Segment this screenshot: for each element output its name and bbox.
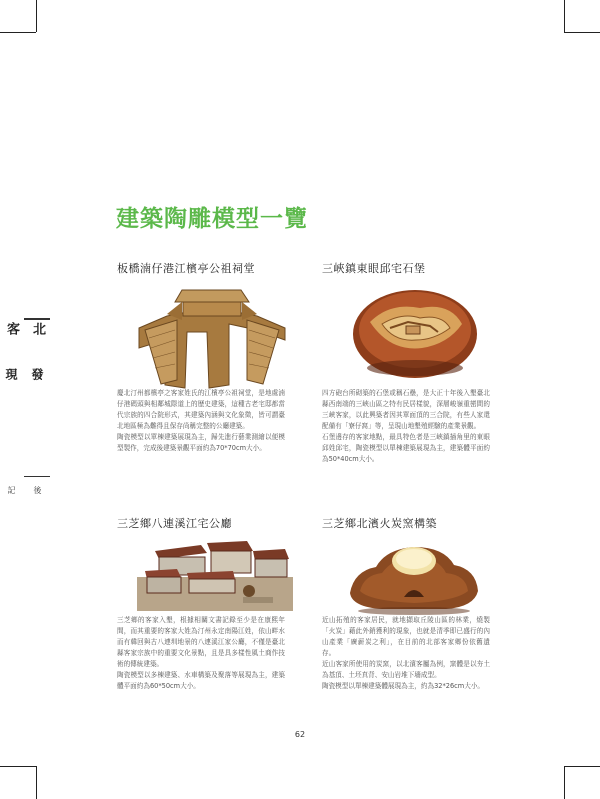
item-paragraph: 四方砲台所砌築的石堡或稱石壘，是大正十年後入墾臺北縣西南端的三峽山區之特有民居樣貌，深層峻嶺重巒間的三峽客家，以此興築者因其單面頂的三合院，有些人家還配備有「寮仔窩」等，呈現山地墾殖經驗的產業景觀。 xyxy=(322,389,490,430)
model-item xyxy=(322,515,490,690)
crop-mark xyxy=(36,0,37,32)
crop-mark xyxy=(0,766,36,767)
item-paragraph: 石堡邊存的客家地點，最具特色者是三峽鎮插角里的東眼邱姓邱宅，陶瓷模型以單棟建築展現為主，建築體平面約為50*40cm大小。 xyxy=(322,433,490,463)
item-heading: 板橋湳仔港江檳亭公祖祠堂 xyxy=(117,262,255,275)
item-paragraph: 近山拓殖的客家居民，就地擷取丘陵山區的林業，燒製「火炭」藉此外銷獲利的現象，也就是清季即已盛行的內山產業「廣薪炭之利」，在目前的北部客家鄉份依舊遺存。 xyxy=(322,616,490,657)
crop-mark xyxy=(564,0,565,32)
page-title: 建築陶雕模型一覽 xyxy=(116,205,308,232)
item-description xyxy=(322,615,490,692)
crop-mark xyxy=(564,766,565,799)
ceramic-model-ushaped-ancestral-hall-image xyxy=(137,280,287,390)
item-heading: 三芝鄉八連溪江宅公廳 xyxy=(117,517,232,530)
item-description xyxy=(117,388,285,454)
crop-mark xyxy=(36,766,37,799)
item-heading: 三芝鄉北濱火炭窯構築 xyxy=(322,517,437,530)
book-title: 發現 xyxy=(4,368,44,381)
model-item xyxy=(117,260,285,452)
brand-logo: 北客 xyxy=(4,322,45,335)
side-tab-divider xyxy=(24,476,50,477)
item-description xyxy=(117,615,285,692)
model-item xyxy=(322,260,490,463)
ceramic-model-village-courtyard-image xyxy=(137,537,293,611)
item-paragraph: 陶瓷模型以單棟建築展現為主，歸先進行藝業測繪以便模型製作，完成後建築景觀平面約為70*70cm大小。 xyxy=(117,433,285,452)
item-paragraph: 陶瓷模型以多棟建築、水車構築及聚落等展現為主，建築體平面約為60*50cm大小。 xyxy=(117,671,285,690)
item-paragraph: 三芝鄉的客家入墾，根據相關文書記錄至少是在康熙年間，而其重要的客家大姓為汀州永定南陽江姓，依山畔水而有韓回與古八連圳地景的八連溪江家公廳，不僅是臺北縣客家宗族中的重要文化景點，且是具多樣性風土商作技術的傳統建築。 xyxy=(117,616,285,668)
section-label: 後記 xyxy=(7,486,42,494)
item-paragraph: 近山客家所使用的炭窯，以北濱客屬為例，窯體是以夯土為基頂、土坯真背、安山岩堆下墻成型。 xyxy=(322,660,490,679)
ceramic-model-stone-fort-terrain-image xyxy=(350,282,480,382)
item-paragraph: 陶瓷模型以單棟建築體展現為主，約為32*26cm大小。 xyxy=(322,682,484,690)
crop-mark xyxy=(0,32,36,33)
crop-mark xyxy=(564,766,600,767)
page-number: 62 xyxy=(294,730,306,739)
ceramic-model-charcoal-kiln-image xyxy=(346,535,482,615)
item-paragraph: 慶北汀州都檳亭之客家姓氏的江檳亭公祖祠堂，是地處湳仔港碼頭與相鄰城際道上的歷史建築，這種古老宅邸都當代宗族的四合院形式，其建築內涵與文化象徵，皆可謂臺北地區極為難得且保存尚稱完整的公廳建築。 xyxy=(117,389,285,430)
item-heading: 三峽鎮東眼邱宅石堡 xyxy=(322,262,426,275)
model-item xyxy=(117,515,285,690)
crop-mark xyxy=(564,32,600,33)
side-tab-line xyxy=(24,318,50,320)
item-description xyxy=(322,388,490,465)
